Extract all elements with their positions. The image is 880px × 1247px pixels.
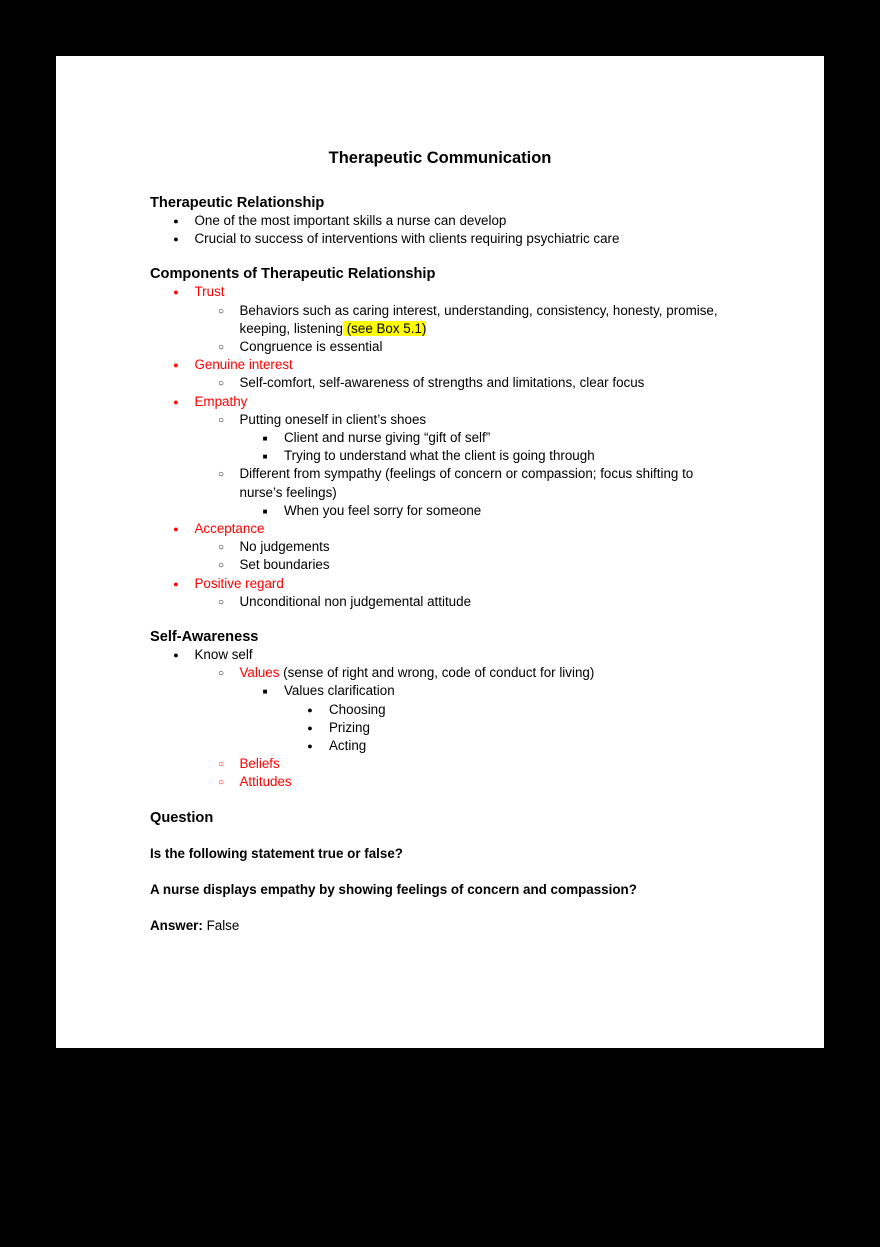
square-bullet-icon <box>259 502 271 521</box>
list-item: ● Prizing <box>150 719 750 737</box>
answer-label: Answer: <box>150 917 203 933</box>
list-item: ● Acting <box>150 737 750 755</box>
bullet-icon <box>170 520 182 538</box>
hollow-bullet-icon <box>215 302 227 321</box>
bullet-icon <box>304 719 316 737</box>
heading-components: Components of Therapeutic Relationship <box>150 266 436 283</box>
list-item: ■ When you feel sorry for someone <box>150 502 750 520</box>
list-item-positive-regard: ● Positive regard <box>150 575 750 593</box>
hollow-bullet-icon <box>215 556 227 575</box>
document-title: Therapeutic Communication <box>328 149 552 167</box>
hollow-bullet-icon <box>215 755 227 774</box>
list-item-values: ○ Values (sense of right and wrong, code of conduct for living) <box>150 664 750 682</box>
list-item: ■ Trying to understand what the client is going through <box>150 447 750 465</box>
question-prompt: Is the following statement true or false? <box>150 845 403 861</box>
list-item: ● Choosing <box>150 701 750 719</box>
answer-line <box>150 917 750 935</box>
list-item: ○ Unconditional non judgemental attitude <box>150 593 750 611</box>
list-item: ○ No judgements <box>150 538 750 556</box>
hollow-bullet-icon <box>215 374 227 393</box>
list-item-empathy: ● Empathy <box>150 393 750 411</box>
hollow-bullet-icon <box>215 664 227 683</box>
hollow-bullet-icon <box>215 411 227 430</box>
list-item: ○ Different from sympathy (feelings of concern or compassion; focus shifting to <box>150 465 750 483</box>
list-item-acceptance: ● Acceptance <box>150 520 750 538</box>
heading-self-awareness: Self-Awareness <box>150 629 259 646</box>
bullet-icon <box>304 737 316 755</box>
hollow-bullet-icon <box>215 338 227 357</box>
list-item: ● Crucial to success of interventions with clients requiring psychiatric care <box>150 230 750 248</box>
list-item: ○ Congruence is essential <box>150 338 750 356</box>
list-item: ● One of the most important skills a nurse can develop <box>150 212 750 230</box>
bullet-icon <box>170 393 182 411</box>
hollow-bullet-icon <box>215 773 227 792</box>
bullet-icon <box>170 283 182 301</box>
bullet-icon <box>170 646 182 664</box>
list-item-beliefs: ○ Beliefs <box>150 755 750 773</box>
list-item: ○ Self-comfort, self-awareness of strengths and limitations, clear focus <box>150 374 750 392</box>
bullet-icon <box>170 230 182 248</box>
list-item: ○ Behaviors such as caring interest, understanding, consistency, honesty, promise, <box>150 302 750 320</box>
bullet-icon <box>304 701 316 719</box>
list-item: ○ Set boundaries <box>150 556 750 574</box>
question-statement: A nurse displays empathy by showing feelings of concern and compassion? <box>150 881 637 897</box>
bullet-icon <box>170 356 182 374</box>
hollow-bullet-icon <box>215 538 227 557</box>
list-item-continuation: nurse’s feelings) <box>239 484 337 500</box>
list-item-genuine-interest: ● Genuine interest <box>150 356 750 374</box>
list-item-trust: ● Trust <box>150 283 750 301</box>
bullet-icon <box>170 575 182 593</box>
list-item-attitudes: ○ Attitudes <box>150 773 750 791</box>
list-item: ■ Values clarification <box>150 682 750 700</box>
list-item: ○ Putting oneself in client’s shoes <box>150 411 750 429</box>
highlighted-reference: (see Box 5.1) <box>343 321 426 336</box>
square-bullet-icon <box>259 682 271 701</box>
answer-value: False <box>202 917 240 933</box>
square-bullet-icon <box>259 429 271 448</box>
bullet-icon <box>170 212 182 230</box>
list-item-continuation: keeping, listening (see Box 5.1) <box>239 320 427 336</box>
document-page <box>56 56 824 1048</box>
hollow-bullet-icon <box>215 465 227 484</box>
heading-question: Question <box>150 809 214 826</box>
list-item: ■ Client and nurse giving “gift of self” <box>150 429 750 447</box>
document-body <box>150 194 750 935</box>
hollow-bullet-icon <box>215 593 227 612</box>
heading-therapeutic-relationship: Therapeutic Relationship <box>150 195 325 211</box>
list-item: ● Know self <box>150 646 750 664</box>
square-bullet-icon <box>259 447 271 466</box>
